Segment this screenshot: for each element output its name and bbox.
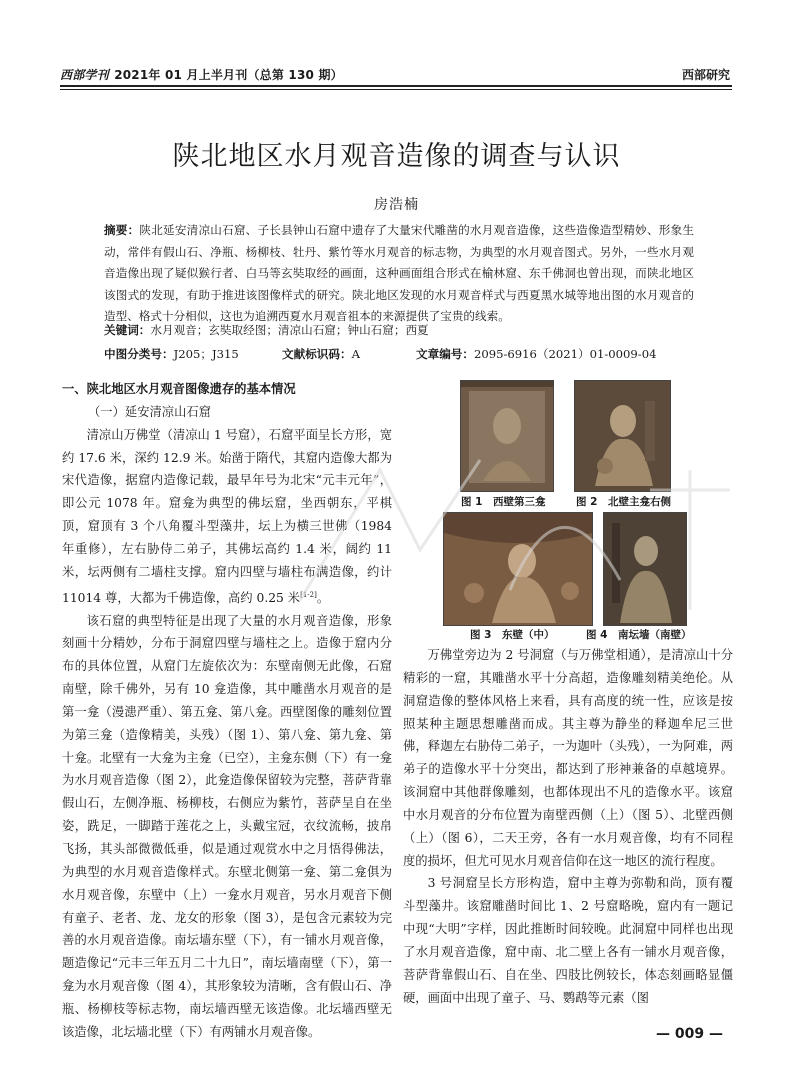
figure-3-photo [443, 512, 593, 626]
article-value: 2095-6916（2021）01-0009-04 [473, 347, 657, 361]
section-heading: 一、陕北地区水月观音图像遗存的基本情况 [62, 382, 296, 396]
journal-logo: 西部学刊 [60, 68, 109, 82]
clc-label: 中图分类号： [104, 347, 174, 361]
journal-issue: 2021年 01 月上半月刊（总第 130 期） [114, 68, 343, 82]
figure-3-caption: 图 3 东壁（中） [470, 629, 555, 641]
doc-value: A [351, 347, 360, 361]
figure-2-caption: 图 2 北壁主龛右侧 [576, 496, 671, 508]
document-code [282, 346, 360, 362]
figure-2-photo [574, 380, 671, 492]
header-rule [60, 85, 732, 87]
journal-info [60, 66, 343, 83]
section-label: 西部研究 [681, 68, 730, 82]
body-right-column [403, 644, 733, 1010]
paragraph: 该石窟的典型特征是出现了大量的水月观音造像，形象刻画十分精妙，分布于洞窟四壁与墙柱之上。造像于窟内分布的具体位置，从窟门左旋依次为：东壁南侧无此像，石窟南壁，除千佛外，另有 10 龛造像，其中雕凿水月观音的是第一龛（漫漶严重）、第五龛、第八龛。西壁图像的雕刻位置为第三龛（造像精美，头残）（图 1）、第八龛、第九龛、第十龛。北壁有一大龛为主龛（已空），主龛东侧（下）有一龛为水月观音造像（图 2），此龛造像保留较为完整，菩萨背靠假山石，左侧净瓶、杨柳枝，右侧应为紫竹，菩萨呈自在坐姿，跣足，一脚踏于莲花之上，头戴宝冠，衣纹流畅，披帛飞扬，其头部微微低垂，似是通过观赏水中之月悟得佛法，为典型的水月观音造像样式。东壁北侧第一龛、第二龛俱为水月观音像，东壁中（上）一龛水月观音，另水月观音下侧有童子、老者、龙、龙女的形象（图 3），是包含元素较为完善的水月观音造像。南坛墙东壁（下），有一铺水月观音像，题造像记“元丰三年五月二十九日”，南坛墙南壁（下），第一龛为水月观音像（图 4），其形象较为清晰，含有假山石、净瓶、杨柳枝等标志物，南坛墙西壁无该造像。北坛墙西壁无该造像，北坛墙北壁（下）有两铺水月观音像。 [62, 613, 392, 1039]
keywords-text: 水月观音；玄奘取经图；清凉山石窟；钟山石窟；西夏 [150, 323, 429, 337]
subsection-heading: （一）延安清凉山石窟 [88, 404, 211, 419]
figure-4-photo [603, 512, 687, 626]
abstract [104, 220, 694, 328]
running-header [60, 62, 732, 86]
paragraph: 万佛堂旁边为 2 号洞窟（与万佛堂相通），是清凉山十分精彩的一窟，其雕凿水平十分高超，造像雕刻精美绝伦。从洞窟造像的整体风格上来看，具有高度的统一性，应该是按照某种主题思想雕凿而成。其主尊为静坐的释迦牟尼三世佛，释迦左右胁侍二弟子，一为迦叶（头残），一为阿难，两弟子的造像水平十分突出，都达到了形神兼备的卓越境界。该洞窟中其他群像雕刻，也都体现出不凡的造像水平。该窟中水月观音的分布位置为南壁西侧（上）（图 5）、北壁西侧（上）（图 6），二天王旁，各有一水月观音像，均有不同程度的损坏，但尤可见水月观音信仰在这一地区的流行程度。 [403, 648, 733, 868]
article-title: 陕北地区水月观音造像的调查与认识 [172, 141, 621, 172]
page-number: — 009 — [656, 1026, 723, 1042]
clc-number [104, 346, 239, 362]
clc-value: J205；J315 [173, 347, 239, 361]
abstract-label: 摘要： [104, 223, 140, 237]
body-left-column [62, 378, 392, 1044]
figure-1-photo [460, 380, 554, 492]
figure-4-caption: 图 4 南坛墙（南壁） [586, 629, 692, 641]
doc-label: 文献标识码： [282, 347, 352, 361]
figure-1-caption: 图 1 西壁第三龛 [461, 496, 546, 508]
article-author: 房浩楠 [374, 197, 419, 213]
keywords [104, 322, 694, 338]
header-rule-thin [60, 89, 732, 90]
citation-ref: [1-2] [300, 590, 317, 599]
paragraph: 3 号洞窟呈长方形构造，窟中主尊为弥勒和尚，顶有覆斗型藻井。该窟雕凿时间比 1、2 号窟略晚，窟内有一题记中现“大明”字样，因此推断时间较晚。此洞窟中同样也出现了水月观音造像，窟中南、北二壁上各有一铺水月观音像，菩萨背靠假山石、自在坐、四肢比例较长，体态刻画略显僵硬，画面中出现了童子、马、鹦鹉等元素（图 [403, 876, 733, 1005]
paragraph: 清凉山万佛堂（清凉山 1 号窟），石窟平面呈长方形，宽约 17.6 米，深约 12.9 米。始凿于隋代，其窟内造像大都为宋代造像，据窟内造像记载，最早年号为北宋“元丰元年”，即公元 1078 年。窟龛为典型的佛坛窟，坐西朝东，平棋顶，窟顶有 3 个八角覆斗型藻井，坛上为横三世佛（1984 年重修），左右胁侍二弟子，其佛坛高约 1.4 米，阔约 11 米，坛两侧有二墙柱支撑。窟内四壁与墙柱布满造像，约计 11014 尊，大都为千佛造像，高约 0.25 米[1-2]。 [62, 427, 392, 605]
abstract-text: 陕北延安清凉山石窟、子长县钟山石窟中遗存了大量宋代雕凿的水月观音造像，这些造像造型精妙、形象生动，常伴有假山石、净瓶、杨柳枝、牡丹、紫竹等水月观音的标志物，为典型的水月观音图式。另外，一些水月观音造像出现了疑似猴行者、白马等玄奘取经的画面，这种画面组合形式在榆林窟、东千佛洞也曾出现，而陕北地区该图式的发现，有助于推进该图像样式的研究。陕北地区发现的水月观音样式与西夏黑水城等地出图的水月观音的造型、格式十分相似，这也为追溯西夏水月观音祖本的来源提供了宝贵的线索。 [104, 223, 694, 324]
article-number [416, 346, 656, 362]
article-label: 文章编号： [416, 347, 474, 361]
keywords-label: 关键词： [104, 323, 151, 337]
